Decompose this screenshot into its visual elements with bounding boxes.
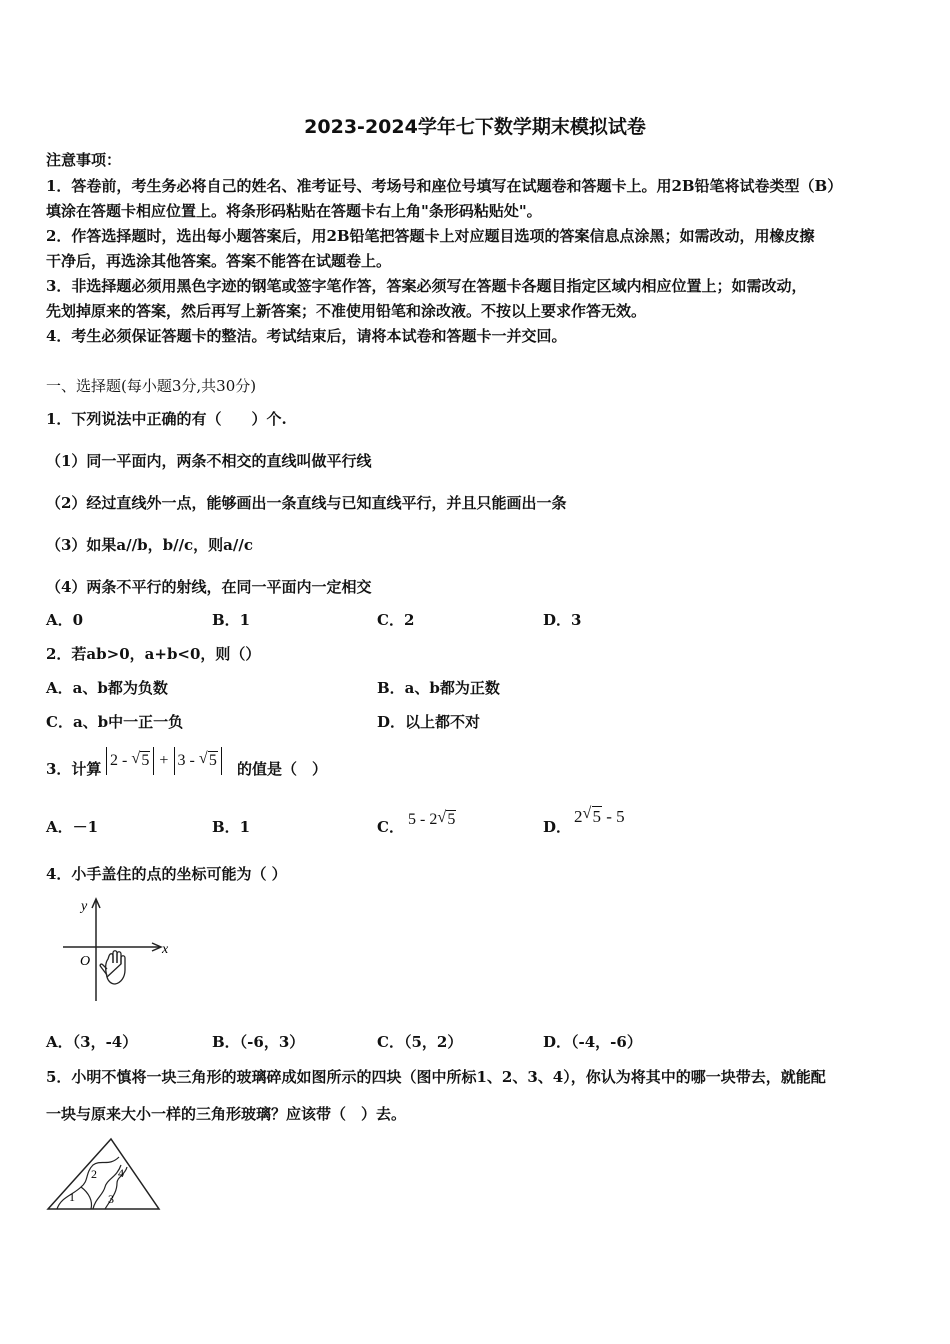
notice-line: 3．非选择题必须用黑色字迹的钢笔或签字笔作答，答案必须写在答题卡各题目指定区域内相应位置上；如需改动， <box>46 277 807 295</box>
notice-line: 2．作答选择题时，选出每小题答案后，用2B铅笔把答题卡上对应题目选项的答案信息点涂黑；如需改动，用橡皮擦 <box>46 227 815 245</box>
origin-label: O <box>80 954 91 969</box>
question-1-stem: 1．下列说法中正确的有（ ）个. <box>46 410 287 428</box>
question-1-statement: （1）同一平面内，两条不相交的直线叫做平行线 <box>46 452 372 470</box>
notice-line: 干净后，再选涂其他答案。答案不能答在试题卷上。 <box>46 252 392 270</box>
notice-line: 4．考生必须保证答题卡的整洁。考试结束后，请将本试卷和答题卡一并交回。 <box>46 327 567 345</box>
option-d-expression <box>574 807 625 827</box>
option-c-label: C． <box>377 818 404 836</box>
sqrt-radicand: 5 <box>447 811 456 828</box>
option-a: A．（3，-4） <box>46 1033 138 1051</box>
section-heading: 一、选择题(每小题3分,共30分) <box>46 377 257 395</box>
option-b: B．1 <box>212 611 251 629</box>
notice-heading: 注意事项： <box>46 151 122 169</box>
question-1-statement: （2）经过直线外一点，能够画出一条直线与已知直线平行，并且只能画出一条 <box>46 494 567 512</box>
sqrt-radicand: 5 <box>141 752 150 769</box>
option-a: A．－1 <box>46 818 99 836</box>
sqrt-radicand: 5 <box>208 752 217 769</box>
expr-term: - 5 <box>606 807 625 826</box>
option-d: D．（-4，-6） <box>543 1033 642 1051</box>
notice-line: 填涂在答题卡相应位置上。将条形码粘贴在答题卡右上角"条形码粘贴处"。 <box>46 202 542 220</box>
sqrt-radicand: 5 <box>592 807 601 826</box>
page-title: 2023-2024学年七下数学期末模拟试卷 <box>304 116 646 138</box>
plus-sign: + <box>159 752 169 769</box>
option-b: B．（-6，3） <box>212 1033 305 1051</box>
option-a: A．a、b都为负数 <box>46 679 168 697</box>
y-axis-label: y <box>81 899 88 914</box>
option-d: D．3 <box>543 611 582 629</box>
option-b: B．1 <box>212 818 251 836</box>
option-c: C．a、b中一正一负 <box>46 713 184 731</box>
option-a: A．0 <box>46 611 84 629</box>
question-3-suffix: 的值是（ ） <box>237 760 328 778</box>
option-b: B．a、b都为正数 <box>377 679 500 697</box>
piece-label-3: 3 <box>108 1192 114 1206</box>
question-1-statement: （4）两条不平行的射线，在同一平面内一定相交 <box>46 578 372 596</box>
piece-label-2: 2 <box>91 1167 97 1181</box>
expr-term: 2 - <box>110 752 128 769</box>
hand-icon <box>100 951 125 984</box>
x-axis-label: x <box>162 942 169 957</box>
option-c-expression <box>408 811 456 829</box>
option-d-label: D． <box>543 818 572 836</box>
question-1-statement: （3）如果a//b，b//c，则a//c <box>46 536 253 554</box>
option-d: D．以上都不对 <box>377 713 481 731</box>
question-5-stem: 5．小明不慎将一块三角形的玻璃碎成如图所示的四块（图中所标1、2、3、4），你认为将其中的哪一块带去，就能配 <box>46 1068 826 1086</box>
question-2-stem: 2．若ab>0，a+b<0，则（） <box>46 645 261 663</box>
expr-term: 2 <box>574 807 583 826</box>
question-5-stem: 一块与原来大小一样的三角形玻璃？应该带（ ）去。 <box>46 1105 407 1123</box>
option-c: C．2 <box>377 611 415 629</box>
coordinate-axes-figure <box>55 893 180 1005</box>
notice-line: 1．答卷前，考生务必将自己的姓名、准考证号、考场号和座位号填写在试题卷和答题卡上。用2B铅笔将试卷类型（B） <box>46 177 843 195</box>
piece-label-4: 4 <box>118 1166 124 1180</box>
expr-term: 3 - <box>177 752 195 769</box>
expr-term: 5 - 2 <box>408 811 438 828</box>
question-3-expression <box>106 747 222 777</box>
piece-label-1: 1 <box>69 1190 75 1204</box>
question-3-prefix: 3．计算 <box>46 760 102 778</box>
notice-line: 先划掉原来的答案，然后再写上新答案；不准使用铅笔和涂改液。不按以上要求作答无效。 <box>46 302 647 320</box>
broken-triangle-figure <box>45 1135 163 1215</box>
question-4-stem: 4．小手盖住的点的坐标可能为（ ） <box>46 865 287 883</box>
option-c: C．（5，2） <box>377 1033 463 1051</box>
